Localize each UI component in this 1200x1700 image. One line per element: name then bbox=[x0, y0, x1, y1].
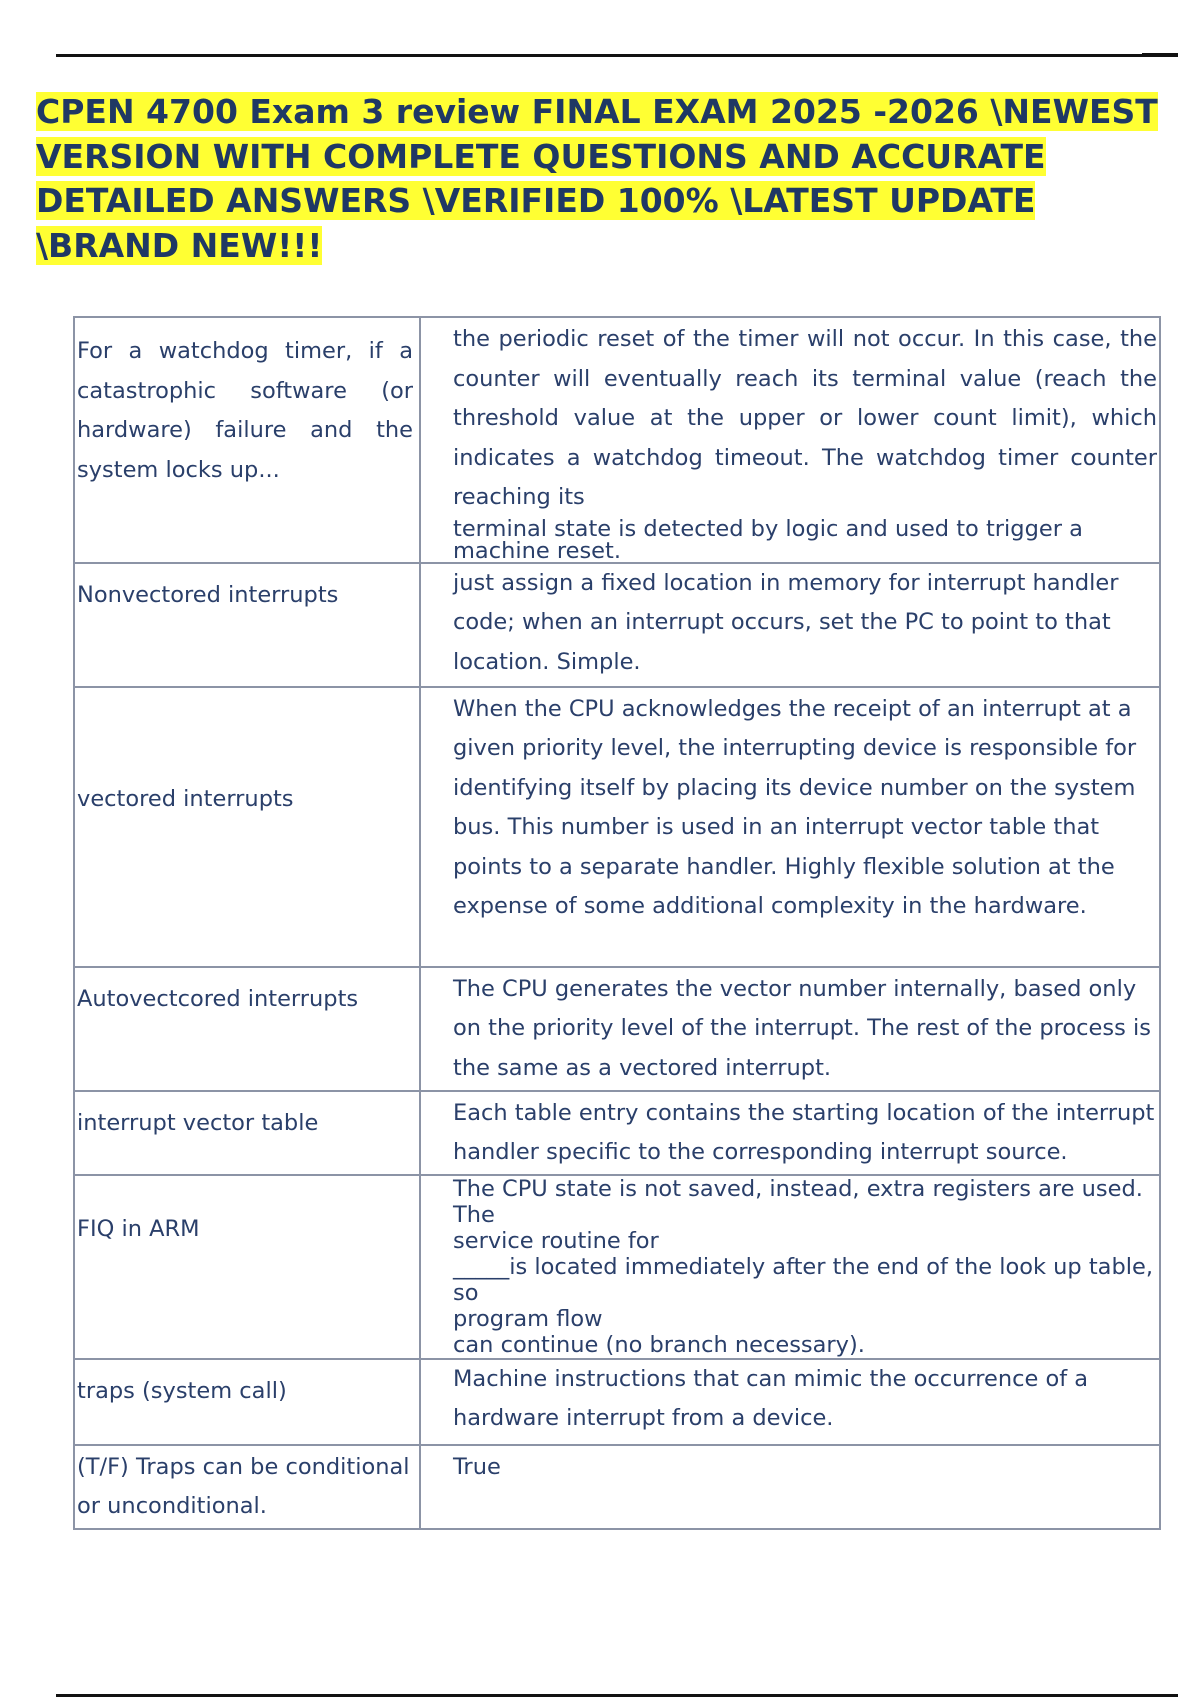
question-text: For a watchdog timer, if a catastrophic software (or hardware) failure and the system locks up... bbox=[77, 338, 413, 483]
table-row bbox=[74, 1175, 1160, 1359]
bottom-horizontal-rule bbox=[56, 1694, 1178, 1697]
answer-cell bbox=[420, 317, 1160, 563]
question-cell bbox=[74, 687, 420, 967]
answer-block bbox=[453, 318, 1157, 562]
answer-text: Each table entry contains the starting location of the interrupt handler specific to the corresponding interrupt source. bbox=[453, 1099, 1155, 1165]
answer-text: the periodic reset of the timer will not occur. In this case, the counter will eventually reach its terminal value (reach the threshold value at the upper or lower count limit), which indicates a watchdog timeout. The watchdog timer counter reaching its bbox=[453, 326, 1157, 510]
table-row bbox=[74, 317, 1160, 563]
answer-text: The CPU generates the vector number internally, based only on the priority level of the interrupt. The rest of the process is the same as a vectored interrupt. bbox=[453, 975, 1151, 1081]
question-cell bbox=[74, 1175, 420, 1359]
table-row bbox=[74, 687, 1160, 967]
question-text: (T/F) Traps can be conditional or unconditional. bbox=[77, 1453, 410, 1519]
question-cell bbox=[74, 967, 420, 1091]
qa-table bbox=[73, 316, 1161, 1530]
answer-text: Machine instructions that can mimic the occurrence of a hardware interrupt from a device. bbox=[453, 1365, 1089, 1431]
document-title bbox=[36, 90, 1176, 268]
answer-cell bbox=[420, 1175, 1160, 1359]
question-text: vectored interrupts bbox=[77, 785, 294, 812]
top-rule-extension bbox=[1142, 53, 1178, 54]
answer-cell bbox=[420, 1091, 1160, 1175]
answer-text-tail: terminal state is detected by logic and used to trigger a machine reset. bbox=[453, 515, 1083, 564]
table-row bbox=[74, 563, 1160, 687]
question-text: traps (system call) bbox=[77, 1377, 287, 1404]
table-row bbox=[74, 1445, 1160, 1529]
question-cell bbox=[74, 563, 420, 687]
answer-line: _____is located immediately after the end of the look up table, so bbox=[453, 1253, 1153, 1306]
question-cell bbox=[74, 317, 420, 563]
question-cell bbox=[74, 1091, 420, 1175]
answer-cell bbox=[420, 687, 1160, 967]
answer-line: The CPU state is not saved, instead, extra registers are used. The bbox=[453, 1175, 1143, 1228]
table-row bbox=[74, 1091, 1160, 1175]
answer-line: service routine for bbox=[453, 1227, 659, 1254]
answer-cell bbox=[420, 1359, 1160, 1445]
answer-text: True bbox=[453, 1453, 501, 1480]
question-text: FIQ in ARM bbox=[77, 1215, 200, 1242]
answer-line: can continue (no branch necessary). bbox=[453, 1331, 865, 1358]
table-row bbox=[74, 967, 1160, 1091]
answer-cell bbox=[420, 1445, 1160, 1529]
answer-line: program flow bbox=[453, 1305, 603, 1332]
answer-text: When the CPU acknowledges the receipt of an interrupt at a given priority level, the interrupting device is responsible for identifying itself by placing its device number on the system bus. This number is used in an interrupt vector table that points to a separate handler. Highly flexible solution at the expense of some additional complexity in the hardware. bbox=[453, 695, 1137, 919]
answer-cell bbox=[420, 563, 1160, 687]
answer-cell bbox=[420, 967, 1160, 1091]
question-cell bbox=[74, 1445, 420, 1529]
question-text: Nonvectored interrupts bbox=[77, 581, 339, 608]
top-horizontal-rule bbox=[56, 54, 1178, 57]
question-cell bbox=[74, 1359, 420, 1445]
question-text: interrupt vector table bbox=[77, 1109, 319, 1136]
document-title-text: CPEN 4700 Exam 3 review FINAL EXAM 2025 -2026 \NEWEST VERSION WITH COMPLETE QUESTIONS AND ACCURATE DETAILED ANSWERS \VERIFIED 100% \LATEST UPDATE \BRAND NEW!!! bbox=[36, 92, 1158, 265]
table-row bbox=[74, 1359, 1160, 1445]
question-text: Autovectcored interrupts bbox=[77, 985, 359, 1012]
answer-text: just assign a fixed location in memory for interrupt handler code; when an interrupt occurs, set the PC to point to that location. Simple. bbox=[453, 569, 1119, 675]
